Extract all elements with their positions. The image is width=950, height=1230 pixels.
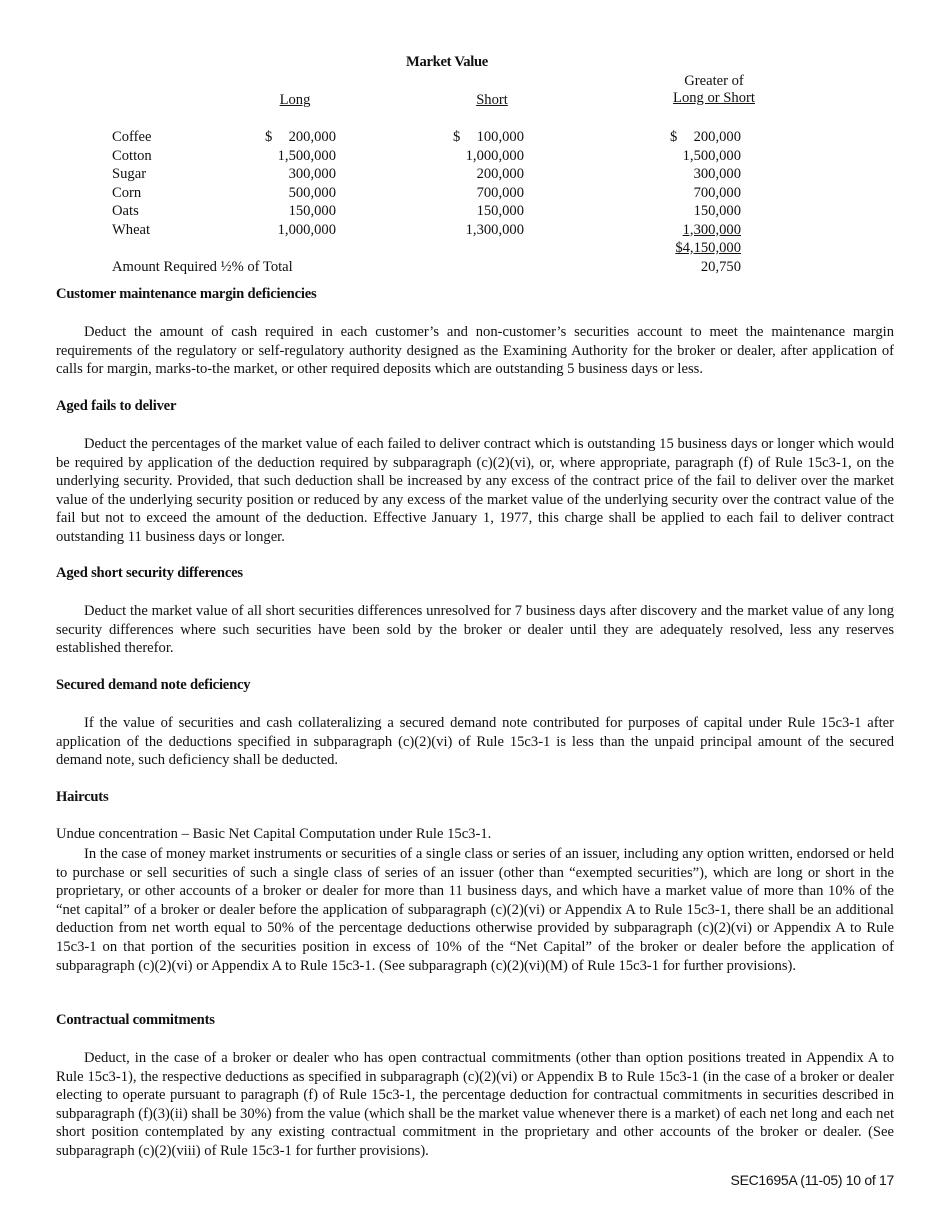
section-heading-aged-fails: Aged fails to deliver <box>56 398 177 414</box>
short-value: 100,000 <box>476 129 524 145</box>
section-body-contractual-commitments: Deduct, in the case of a broker or dealer who has open contractual commitments (other than option positions treated in Appendix A to Rule 15c3-1), the respective deductions as specified in subparagraph (c)(2)(vi) or Appendix B to Rule 15c3-1 (in the case of a broker or dealer electing to operate pursuant to paragraph (f) of Rule 15c3-1, the percentage deduction for contractual commitments in securities described in subparagraph (f)(3)(ii) shall be 30%) from the value (which shall be the market value whenever there is a market) of each net long and each net short position contemplated by any existing contractual commitment in the proprietary and other accounts of the broker or dealer. (See subparagraph (c)(2)(viii) of Rule 15c3-1 for further provisions). <box>56 1050 894 1159</box>
short-value: 1,000,000 <box>465 147 524 164</box>
amount-required-row <box>0 259 950 277</box>
long-value: 300,000 <box>288 166 336 182</box>
short-value: 150,000 <box>476 203 524 219</box>
short-value: 200,000 <box>476 166 524 182</box>
column-header-greater-line2: Long or Short <box>673 90 755 106</box>
market-value-title: Market Value <box>406 54 488 70</box>
commodity-name: Sugar <box>112 166 147 182</box>
section-heading-aged-short: Aged short security differences <box>56 565 243 581</box>
section-body-customer-maintenance: Deduct the amount of cash required in each customer’s and non-customer’s securities account to meet the maintenance margin requirements of the regulatory or self-regulatory authority designed as the Examining Authority for the broker or dealer, after application of calls for margin, marks-to-the market, or other required deposits which are outstanding 5 business days or less. <box>56 324 894 378</box>
haircuts-subline: Undue concentration – Basic Net Capital Computation under Rule 15c3-1. <box>56 826 492 842</box>
table-row <box>0 185 950 203</box>
currency-symbol: $ <box>670 129 678 145</box>
section-heading-secured-demand-note: Secured demand note deficiency <box>56 677 251 693</box>
table-row <box>0 203 950 221</box>
greater-value: 300,000 <box>693 166 741 182</box>
long-value: 500,000 <box>288 184 336 201</box>
greater-value: 200,000 <box>693 129 741 145</box>
short-value: 1,300,000 <box>465 221 524 238</box>
greater-value: 1,500,000 <box>682 147 741 164</box>
commodity-name: Oats <box>112 203 139 219</box>
greater-value: 150,000 <box>693 203 741 219</box>
table-row <box>0 148 950 166</box>
column-header-greater <box>650 73 778 107</box>
greater-value: 1,300,000 <box>682 221 741 238</box>
long-value: 200,000 <box>288 129 336 145</box>
long-value: 1,000,000 <box>277 221 336 238</box>
commodity-name: Coffee <box>112 129 152 145</box>
total-value: $4,150,000 <box>675 240 741 256</box>
table-row <box>0 166 950 184</box>
commodity-name: Wheat <box>112 221 151 238</box>
column-header-greater-line1: Greater of <box>684 73 744 89</box>
short-value: 700,000 <box>476 184 524 201</box>
section-heading-contractual-commitments: Contractual commitments <box>56 1012 215 1028</box>
column-header-long <box>255 92 335 109</box>
commodity-name: Cotton <box>112 147 152 164</box>
table-total-row <box>0 240 950 258</box>
table-row <box>0 129 950 147</box>
section-body-aged-fails: Deduct the percentages of the market value of each failed to deliver contract which is outstanding 15 business days or longer which would be required by application of the deduction required by subparagraph (c)(2)(vi), or, where appropriate, paragraph (f) of Rule 15c3-1, on the underlying security. Provided, that such deduction shall be increased by any excess of the contract price of the fail to deliver over the market value of the underlying security position or reduced by any excess of the market value of the underlying security over the contract value of the fail but not to exceed the amount of the deduction. Effective January 1, 1977, this charge shall be applied to each fail to deliver contract outstanding 11 business days or longer. <box>56 436 894 545</box>
amount-required-value: 20,750 <box>700 258 741 275</box>
section-body-haircuts: In the case of money market instruments or securities of a single class or series of an issuer, including any option written, endorsed or held to purchase or sell securities of such a single class of series of an issuer (other than “exempted securities”), which are long or short in the proprietary, or other accounts of a broker or dealer for more than 11 business days, and which have a market value of more than 10% of the “net capital” of a broker or dealer before the application of subparagraph (c)(2)(vi) or Appendix A to Rule 15c3-1, there shall be an additional deduction from net worth equal to 50% of the percentage deductions otherwise provided by subparagraph (c)(2)(vi) or Appendix A to Rule 15c3-1 on that portion of the securities position in excess of 10% of the “Net Capital” of the broker or dealer before the application of subparagraph (c)(2)(vi) or Appendix A to Rule 15c3-1. (See subparagraph (c)(2)(vi)(M) of Rule 15c3-1 for further provisions). <box>56 846 894 974</box>
column-header-short <box>452 92 532 109</box>
column-header-short-label: Short <box>476 92 508 108</box>
column-header-long-label: Long <box>279 92 311 108</box>
long-value: 1,500,000 <box>277 147 336 164</box>
greater-value: 700,000 <box>693 184 741 201</box>
currency-symbol: $ <box>453 129 461 145</box>
section-body-aged-short: Deduct the market value of all short securities differences unresolved for 7 business days after discovery and the market value of any long security differences where such securities have been sold by the broker or dealer until they are adequately resolved, less any reserves established therefor. <box>56 603 894 657</box>
commodity-name: Corn <box>112 184 142 201</box>
currency-symbol: $ <box>265 129 273 145</box>
amount-required-label: Amount Required ½% of Total <box>112 258 293 275</box>
form-footer: SEC1695A (11-05) 10 of 17 <box>730 1172 894 1188</box>
section-heading-haircuts: Haircuts <box>56 789 109 805</box>
section-heading-customer-maintenance: Customer maintenance margin deficiencies <box>56 286 317 302</box>
long-value: 150,000 <box>288 203 336 219</box>
table-row <box>0 222 950 240</box>
section-body-secured-demand-note: If the value of securities and cash collateralizing a secured demand note contributed for purposes of capital under Rule 15c3-1 after application of the deductions specified in subparagraph (c)(2)(vi) of Rule 15c3-1 is less than the unpaid principal amount of the secured demand note, such deficiency shall be deducted. <box>56 715 894 769</box>
